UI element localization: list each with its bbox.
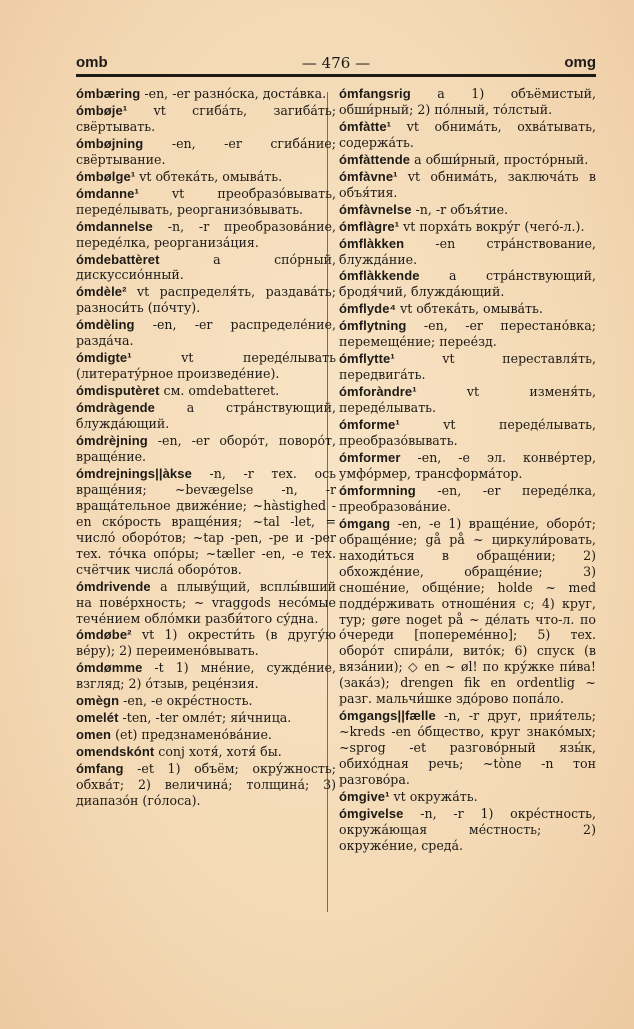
- page-number: — 476 —: [301, 54, 371, 72]
- entry-definition: (et) предзнамено́ва́ние.: [111, 727, 272, 743]
- entry-definition: vt обнима́ть, заключа́ть в объя́тия.: [339, 168, 596, 200]
- entry-headword: ómfàvne¹: [339, 168, 398, 184]
- entry-headword: ómflàkken: [339, 235, 405, 251]
- left-column: [76, 86, 336, 810]
- dictionary-entry: [76, 400, 336, 432]
- entry-headword: ómformer: [339, 449, 401, 465]
- dictionary-entry: [339, 169, 596, 201]
- entry-headword: ómgangs||fælle: [339, 708, 436, 724]
- entry-definition: vt порха́ть вокру́г (чего́-л.).: [399, 218, 585, 234]
- entry-definition: -en, -er переде́лка, преобразова́ние.: [339, 482, 596, 514]
- dictionary-entry: [76, 627, 336, 659]
- entry-definition: vt обтека́ть, омыва́ть.: [396, 301, 543, 317]
- entry-headword: ómdannelse: [76, 218, 153, 234]
- entry-headword: ómflytte¹: [339, 351, 395, 367]
- dictionary-entry: [76, 744, 336, 760]
- entry-headword: ómdøbe²: [76, 627, 132, 643]
- entry-headword: omendskónt: [76, 744, 155, 760]
- dictionary-entry: [76, 350, 336, 382]
- entry-definition: -en, -e 1) враще́ние, оборо́т; обраще́ние; gå på ~ циркули́ровать, находи́ться в обраще́нии; 2) обхожде́ние, обраще́ние; 3) сноше́ние, обще́ние; holde ~ med подде́рживать отноше́ния с; 4) круг, тур; gøre noget på ~ де́лать что-л. по о́череди [попереме́нно]; 5) тех. оборо́т спира́ли, вито́к; 6) спуск (в вяза́нии); ◇ en ~ øl! по кру́жке пи́ва! (зака́з); drengen fik en ordentlig ~ разг. мальчи́шке здо́рово попа́ло.: [339, 515, 596, 707]
- dictionary-entry: [339, 219, 596, 235]
- entry-headword: omelét: [76, 710, 119, 726]
- entry-headword: ómdrivende: [76, 578, 151, 594]
- entry-headword: omen: [76, 727, 112, 743]
- entry-definition: -n, -r друг, прия́тель; ~kreds -en о́бщество, круг знако́мых; ~sprog -et разгово́рный язы́к, обихо́дная речь; ~tòne -n тон разгово́ра.: [339, 708, 596, 788]
- entry-headword: ómflàkkende: [339, 268, 420, 284]
- entry-definition: vt обнима́ть, охва́тывать, содержа́ть.: [339, 118, 596, 150]
- entry-definition: vt обтека́ть, омыва́ть.: [135, 168, 283, 184]
- dictionary-entry: [76, 86, 336, 102]
- entry-definition: a спо́рный, дискуссио́нный.: [76, 251, 336, 283]
- entry-headword: ómdanne¹: [76, 185, 139, 201]
- entry-definition: -en, -er перестано́вка; перемеще́ние; перее́зд.: [339, 318, 596, 350]
- dictionary-entry: [339, 789, 596, 805]
- header-right-guideword: omg: [564, 54, 596, 71]
- entry-headword: ómgivelse: [339, 805, 404, 821]
- dictionary-entry: [339, 301, 596, 317]
- entry-definition: a 1) объёмистый, обши́рный; 2) по́лный, то́лстый.: [339, 86, 596, 117]
- dictionary-entry: [76, 710, 336, 726]
- entry-headword: ómfàvnelse: [339, 201, 412, 217]
- dictionary-entry: [76, 252, 336, 284]
- entry-headword: ómflyde⁴: [339, 301, 397, 317]
- dictionary-entry: [339, 708, 596, 788]
- dictionary-entry: [339, 236, 596, 268]
- entry-headword: ómdømme: [76, 660, 143, 676]
- entry-headword: ómdèle²: [76, 284, 127, 300]
- entry-headword: ómflytning: [339, 318, 407, 334]
- entry-definition: vt переде́лывать (литерату́рное произведе́ние).: [76, 350, 336, 382]
- entry-headword: ómbøje¹: [76, 102, 128, 118]
- entry-headword: ómdebattèret: [76, 251, 160, 267]
- dictionary-entry: [76, 693, 336, 709]
- entry-definition: -n, -r преобразова́ние, переде́лка, реорганиза́ция.: [76, 218, 336, 250]
- entry-definition: -en, -e эл. конве́ртер, умфо́рмер, трансформа́тор.: [339, 449, 596, 481]
- entry-definition: conj хотя́, хотя́ бы.: [154, 744, 282, 760]
- entry-headword: ómgang: [339, 515, 391, 531]
- entry-definition: a обши́рный, просто́рный.: [410, 151, 589, 167]
- dictionary-entry: [339, 516, 596, 707]
- entry-headword: ómforàndre¹: [339, 384, 417, 400]
- entry-headword: ómbøjning: [76, 135, 144, 151]
- running-header: [76, 54, 596, 76]
- entry-definition: -en, -e окре́стность.: [119, 693, 253, 709]
- dictionary-entry: [339, 119, 596, 151]
- entry-definition: vt переде́лывать, преобразо́вывать.: [339, 417, 596, 449]
- entry-headword: ómdrejnings||àkse: [76, 465, 192, 481]
- entry-headword: ómflàgre¹: [339, 218, 400, 234]
- entry-definition: -en, -er сгиба́ние; свёртывание.: [76, 135, 336, 167]
- header-left-guideword: omb: [76, 54, 108, 71]
- entry-headword: ómfang: [76, 761, 124, 777]
- entry-headword: ómfàtte¹: [339, 118, 392, 134]
- entry-definition: vt переставля́ть, передвига́ть.: [339, 351, 596, 383]
- entry-definition: vt распределя́ть, раздава́ть; разноси́ть (по́чту).: [76, 284, 336, 316]
- entry-definition: -en, -er оборо́т, поворо́т, враще́ние.: [76, 433, 336, 464]
- entry-headword: ómdràgende: [76, 400, 156, 416]
- dictionary-entry: [339, 202, 596, 218]
- dictionary-entry: [76, 186, 336, 218]
- dictionary-entry: [339, 86, 596, 118]
- entry-definition: vt 1) окрести́ть (в другу́ю ве́ру); 2) переимено́вывать.: [76, 627, 336, 659]
- entry-definition: -n, -r тех. ось враще́ния; ~bevægelse -n, -r враща́тельное движе́ние; ~hàstighed -en ско́рость враще́ния; ~tal -let, = число́ оборо́тов; ~tap -pen, -pe и -per тех. то́чка опо́ры; ~tæller -en, -e тех. счётчик числа́ оборо́тов.: [76, 465, 336, 577]
- entry-definition: -en стра́нствование, блужда́ние.: [339, 235, 596, 267]
- entry-headword: ómgive¹: [339, 788, 390, 804]
- entry-definition: -ten, -ter омле́т; яи́чница.: [118, 710, 292, 726]
- entry-definition: a стра́нствующий, блужда́ющий.: [76, 400, 336, 432]
- entry-definition: -et 1) объём; окру́жность; обхва́т; 2) величина́; толщина́; 3) диапазо́н (го́лоса).: [76, 761, 336, 808]
- dictionary-entry: [339, 351, 596, 383]
- dictionary-entry: [76, 169, 336, 185]
- entry-headword: ómdèling: [76, 317, 135, 333]
- entry-headword: omègn: [76, 693, 120, 709]
- entry-headword: ómforme¹: [339, 417, 400, 433]
- dictionary-entry: [76, 317, 336, 349]
- dictionary-entry: [76, 284, 336, 316]
- entry-definition: -en, -er распределе́ние, разда́ча.: [76, 317, 336, 349]
- dictionary-entry: [76, 579, 336, 627]
- dictionary-entry: [76, 660, 336, 692]
- entry-definition: vt преобразо́вывать, переде́лывать, реорганизо́вывать.: [76, 185, 336, 217]
- entry-definition: vt окружа́ть.: [389, 788, 478, 804]
- dictionary-entry: [76, 761, 336, 809]
- entry-definition: -n, -r 1) окре́стность, окружа́ющая ме́стность; 2) окруже́ние, среда́.: [339, 805, 596, 853]
- dictionary-entry: [339, 450, 596, 482]
- entry-definition: a стра́нствующий, бродя́чий, блужда́ющий.: [339, 268, 596, 300]
- entry-definition: vt изменя́ть, переде́лывать.: [339, 384, 596, 416]
- right-column: [339, 86, 596, 855]
- dictionary-entry: [339, 318, 596, 350]
- header-rule: [76, 74, 596, 77]
- dictionary-entry: [76, 433, 336, 465]
- dictionary-entry: [339, 806, 596, 854]
- dictionary-entry: [339, 268, 596, 300]
- entry-definition: -n, -r объя́тие.: [411, 201, 509, 217]
- entry-definition: a плыву́щий, всплы́вший на пове́рхность; ~ vraggods несо́мые тече́нием обло́мки разби́того су́дна.: [76, 578, 336, 626]
- dictionary-entry: [76, 466, 336, 578]
- entry-definition: -en, -er разно́ска, доста́вка.: [140, 86, 327, 101]
- entry-definition: vt сгиба́ть, загиба́ть; свёртывать.: [76, 102, 336, 134]
- dictionary-entry: [339, 417, 596, 449]
- dictionary-entry: [339, 483, 596, 515]
- entry-headword: ómfàttende: [339, 151, 411, 167]
- entry-headword: ómformning: [339, 482, 416, 498]
- entry-headword: ómbølge¹: [76, 168, 136, 184]
- entry-definition: см. omdebatteret.: [159, 383, 280, 399]
- entry-headword: ómbæring: [76, 86, 141, 101]
- entry-definition: -t 1) мне́ние, сужде́ние, взгляд; 2) о́тзыв, реце́нзия.: [76, 660, 336, 692]
- dictionary-entry: [76, 383, 336, 399]
- dictionary-entry: [76, 136, 336, 168]
- dictionary-entry: [76, 103, 336, 135]
- entry-headword: ómdigte¹: [76, 350, 132, 366]
- entry-headword: ómdisputèret: [76, 383, 160, 399]
- entry-headword: ómdrèjning: [76, 433, 148, 449]
- dictionary-entry: [76, 219, 336, 251]
- dictionary-entry: [339, 384, 596, 416]
- entry-headword: ómfangsrig: [339, 86, 411, 101]
- dictionary-entry: [76, 727, 336, 743]
- dictionary-entry: [339, 152, 596, 168]
